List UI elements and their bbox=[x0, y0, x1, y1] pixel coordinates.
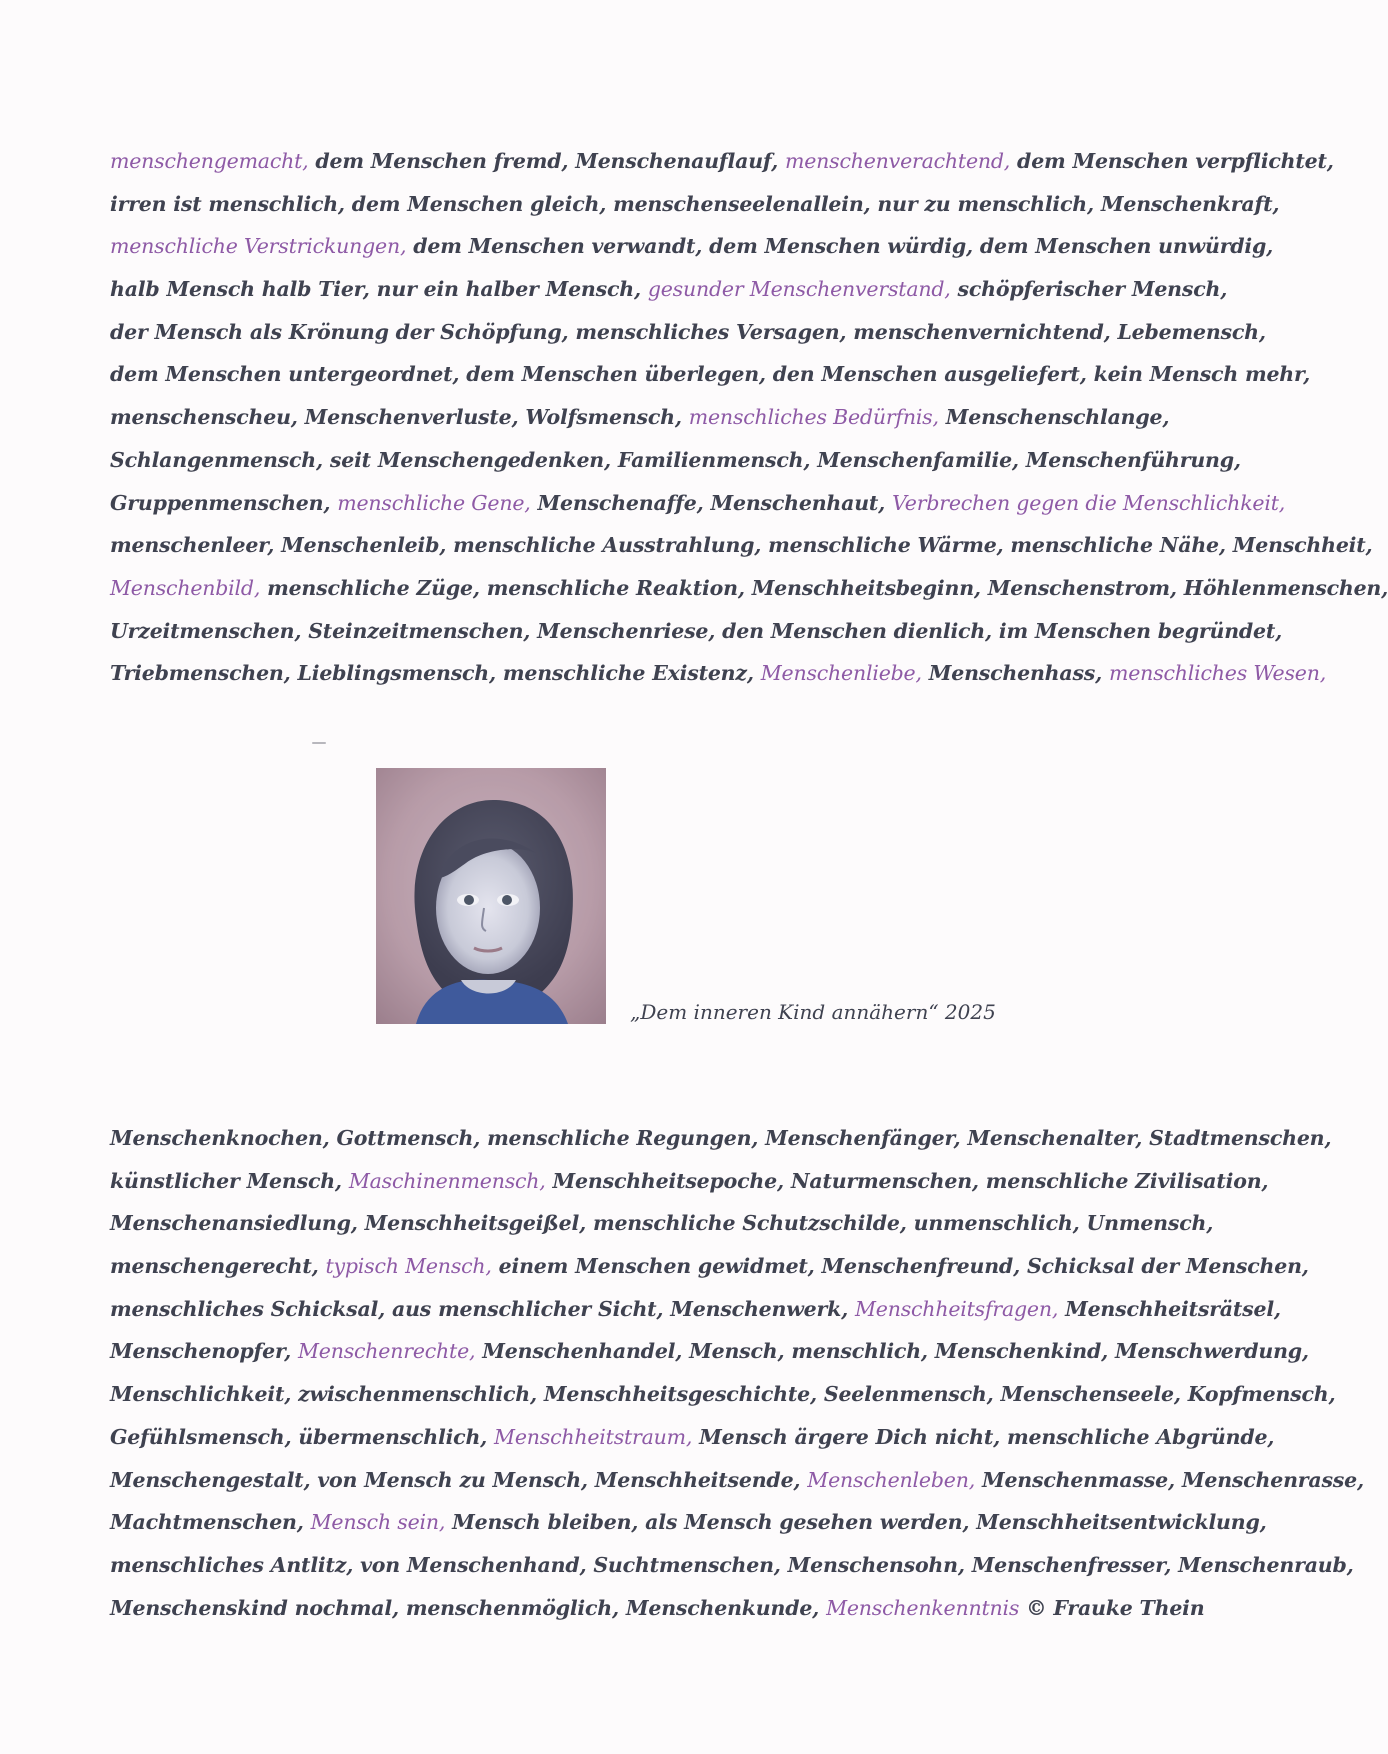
phrase: einem Menschen gewidmet, Menschenfreund, Schicksal der Menschen, bbox=[491, 1254, 1309, 1279]
text-line bbox=[110, 567, 1388, 610]
phrase: halb Mensch halb Tier, nur ein halber Mensch, bbox=[110, 277, 648, 302]
phrase: menschliches Antlitz, von Menschenhand, Suchtmenschen, Menschensohn, Menschenfresser, Menschenraub, bbox=[110, 1552, 1354, 1577]
text-line bbox=[110, 140, 1334, 183]
text-line bbox=[110, 524, 1373, 567]
phrase: Menschlichkeit, zwischenmenschlich, Menschheitsgeschichte, Seelenmensch, Menschenseele, Kopfmensch, bbox=[110, 1382, 1336, 1407]
image-caption: „Dem inneren Kind annähern“ 2025 bbox=[630, 1000, 996, 1024]
highlighted-phrase: Menschenrechte, bbox=[297, 1339, 476, 1364]
phrase: menschenleer, Menschenleib, menschliche Ausstrahlung, menschliche Wärme, menschliche Nähe, Menschheit, bbox=[110, 533, 1373, 558]
highlighted-phrase: Menschheitsfragen, bbox=[854, 1296, 1059, 1321]
text-line bbox=[110, 1117, 1332, 1160]
text-line bbox=[110, 1245, 1309, 1288]
phrase: Machtmenschen, bbox=[110, 1510, 311, 1535]
highlighted-phrase: Mensch sein, bbox=[310, 1510, 446, 1535]
highlighted-phrase: typisch Mensch, bbox=[325, 1254, 492, 1279]
text-line bbox=[110, 1587, 1205, 1630]
text-line bbox=[110, 652, 1327, 695]
text-line bbox=[110, 610, 1283, 653]
phrase: Menschenknochen, Gottmensch, menschliche Regungen, Menschenfänger, Menschenalter, Stadtmenschen, bbox=[110, 1126, 1332, 1150]
text-line bbox=[110, 1288, 1281, 1331]
phrase: irren ist menschlich, dem Menschen gleich, menschenseelenallein, nur zu menschlich, Menschenkraft, bbox=[110, 191, 1280, 216]
highlighted-phrase: Maschinenmensch, bbox=[348, 1168, 546, 1193]
highlighted-phrase: gesunder Menschenverstand, bbox=[647, 277, 951, 302]
text-line bbox=[110, 353, 1311, 396]
text-line bbox=[110, 482, 1286, 525]
text-line bbox=[110, 1459, 1364, 1502]
phrase: Menschenhandel, Mensch, menschlich, Menschenkind, Menschwerdung, bbox=[475, 1339, 1309, 1364]
text-line bbox=[110, 1501, 1267, 1544]
phrase: dem Menschen fremd, Menschenauflauf, bbox=[308, 149, 785, 173]
text-line bbox=[110, 1330, 1309, 1373]
bottom-word-block bbox=[110, 1117, 1364, 1629]
phrase: Menschenaffe, Menschenhaut, bbox=[530, 490, 893, 515]
phrase: Gruppenmenschen, bbox=[110, 490, 338, 515]
phrase: menschliche Züge, menschliche Reaktion, Menschheitsbeginn, Menschenstrom, Höhlenmenschen, bbox=[260, 575, 1388, 600]
phrase: menschliches Schicksal, aus menschlicher Sicht, Menschenwerk, bbox=[110, 1296, 855, 1321]
highlighted-phrase: Menschenkenntnis bbox=[826, 1595, 1020, 1620]
highlighted-phrase: menschliche Gene, bbox=[337, 490, 531, 515]
phrase: Menschenansiedlung, Menschheitsgeißel, menschliche Schutzschilde, unmenschlich, Unmensch, bbox=[110, 1211, 1214, 1236]
highlighted-phrase: menschliches Bedürfnis, bbox=[688, 405, 939, 430]
phrase: Menschenmasse, Menschenrasse, bbox=[975, 1467, 1364, 1492]
highlighted-phrase: menschliches Wesen, bbox=[1109, 661, 1327, 686]
highlighted-phrase: menschliche Verstrickungen, bbox=[110, 234, 407, 259]
text-line bbox=[110, 1373, 1336, 1416]
text-line bbox=[110, 1544, 1354, 1587]
phrase: Menschenopfer, bbox=[110, 1339, 298, 1364]
phrase: schöpferischer Mensch, bbox=[950, 277, 1228, 302]
phrase: © Frauke Thein bbox=[1019, 1595, 1205, 1620]
text-line bbox=[110, 311, 1266, 354]
top-word-block bbox=[110, 140, 1388, 695]
highlighted-phrase: Menschenbild, bbox=[110, 575, 261, 600]
text-line bbox=[110, 268, 1228, 311]
text-line bbox=[110, 225, 1274, 268]
text-line bbox=[110, 439, 1241, 482]
phrase: künstlicher Mensch, bbox=[110, 1168, 349, 1193]
phrase: Schlangenmensch, seit Menschengedenken, Familienmensch, Menschenfamilie, Menschenführung, bbox=[110, 447, 1241, 472]
phrase: dem Menschen verwandt, dem Menschen würdig, dem Menschen unwürdig, bbox=[406, 234, 1274, 259]
highlighted-phrase: Menschheitstraum, bbox=[494, 1424, 693, 1449]
text-line bbox=[110, 1416, 1275, 1459]
highlighted-phrase: menschenverachtend, bbox=[784, 149, 1011, 173]
phrase: menschengerecht, bbox=[110, 1254, 326, 1279]
stray-mark bbox=[312, 742, 326, 744]
phrase: Menschenhass, bbox=[921, 661, 1110, 686]
text-line bbox=[110, 396, 1170, 439]
phrase: Menschheitsrätsel, bbox=[1058, 1296, 1281, 1321]
phrase: Menschenskind nochmal, menschenmöglich, Menschenkunde, bbox=[110, 1595, 827, 1620]
phrase: menschenscheu, Menschenverluste, Wolfsmensch, bbox=[110, 405, 689, 430]
phrase: der Mensch als Krönung der Schöpfung, menschliches Versagen, menschenvernichtend, Lebemensch, bbox=[110, 319, 1266, 344]
phrase: Gefühlsmensch, übermenschlich, bbox=[110, 1424, 495, 1449]
highlighted-phrase: menschengemacht, bbox=[110, 149, 309, 173]
child-portrait-image bbox=[376, 768, 606, 1024]
highlighted-phrase: Menschenleben, bbox=[807, 1467, 976, 1492]
phrase: dem Menschen untergeordnet, dem Menschen überlegen, den Menschen ausgeliefert, kein Mensch mehr, bbox=[110, 362, 1311, 387]
phrase: dem Menschen verpflichtet, bbox=[1010, 149, 1334, 173]
phrase: Menschenschlange, bbox=[938, 405, 1170, 430]
text-line bbox=[110, 1202, 1214, 1245]
highlighted-phrase: Verbrechen gegen die Menschlichkeit, bbox=[892, 490, 1286, 515]
text-line bbox=[110, 1160, 1269, 1203]
phrase: Mensch bleiben, als Mensch gesehen werden, Menschheitsentwicklung, bbox=[445, 1510, 1267, 1535]
phrase: Menschengestalt, von Mensch zu Mensch, Menschheitsende, bbox=[110, 1467, 808, 1492]
phrase: Mensch ärgere Dich nicht, menschliche Abgründe, bbox=[692, 1424, 1275, 1449]
phrase: Menschheitsepoche, Naturmenschen, menschliche Zivilisation, bbox=[545, 1168, 1269, 1193]
phrase: Urzeitmenschen, Steinzeitmenschen, Menschenriese, den Menschen dienlich, im Menschen begründet, bbox=[110, 618, 1283, 643]
phrase: Triebmenschen, Lieblingsmensch, menschliche Existenz, bbox=[110, 661, 761, 686]
highlighted-phrase: Menschenliebe, bbox=[760, 661, 922, 686]
text-line bbox=[110, 183, 1280, 226]
